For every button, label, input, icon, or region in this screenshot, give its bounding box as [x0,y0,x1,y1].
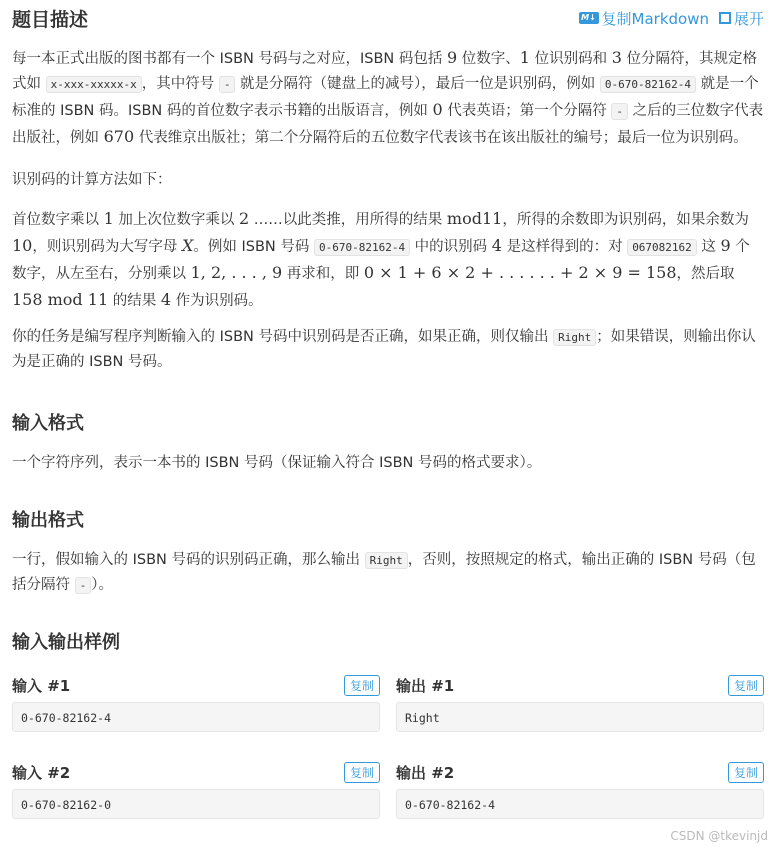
copy-input-1-button[interactable]: 复制 [344,675,380,696]
math: 1, 2, . . . , 9 [190,263,283,282]
inline-code: - [75,577,92,594]
inline-code: 0-670-82162-4 [314,239,410,256]
watermark: CSDN @tkevinjd [670,829,768,843]
sample-header [12,672,380,698]
expand-icon [719,12,731,24]
copy-markdown-button[interactable] [579,8,709,29]
math: 4 [491,236,502,255]
text: 中的识别码 [410,239,492,255]
page-title: 题目描述 [12,8,89,31]
math: 670 [103,127,135,146]
text: ……以此类推，用所得的结果 [249,212,447,228]
sample-output-2 [396,759,764,819]
text: 位数字、 [457,51,520,67]
sample-header [396,672,764,698]
sample-label: 输入 #2 [12,763,71,782]
math: X [181,236,194,255]
text: 每一本正式出版的图书都有一个 ISBN 号码与之对应，ISBN 码包括 [12,51,447,67]
text: 个数字，从左至右，分别乘以 [12,239,750,282]
math: 0 [432,100,443,119]
sample-input-box[interactable]: 0-670-82162-0 [12,789,380,819]
description-paragraph-1 [12,45,764,151]
math: 158 mod 11 [12,290,109,309]
text: ，否则，按照规定的格式，输出正确的 ISBN 号码（包括分隔符 [12,552,756,593]
text: 是这样得到的：对 [501,239,628,255]
output-format-text [12,548,764,598]
math: mod11 [446,209,503,228]
sample-output-box[interactable]: 0-670-82162-4 [396,789,764,819]
text: 就是分隔符（键盘上的减号），最后一位是识别码，例如 [235,76,600,92]
input-format-text: 一个字符序列，表示一本书的 ISBN 号码（保证输入符合 ISBN 号码的格式要求）。 [12,455,542,471]
header-actions [579,8,764,29]
text: ）。 [91,577,113,593]
description-paragraph-4 [12,325,764,375]
inline-code: - [219,76,236,93]
inline-code: 067082162 [627,239,697,256]
header-row [12,1,764,35]
math: 1 [519,48,530,67]
sample-header [12,759,380,785]
inline-code: Right [365,552,408,569]
inline-code: 0-670-82162-4 [600,76,696,93]
text: 代表维京出版社；第二个分隔符后的五位数字代表该书在该出版社的编号；最后一位为识别码。 [134,130,748,146]
sample-header [396,759,764,785]
sample-input-box[interactable]: 0-670-82162-4 [12,702,380,732]
text: 一行，假如输入的 ISBN 号码的识别码正确，那么输出 [12,552,365,568]
sample-label: 输入 #1 [12,676,71,695]
sample-input-2 [12,759,380,819]
text: 作为识别码。 [171,293,263,309]
inline-code: Right [553,329,596,346]
text: ，其中符号 [141,76,219,92]
text: 首位数字乘以 [12,212,104,228]
sample-output-box[interactable]: Right [396,702,764,732]
text: 你的任务是编写程序判断输入的 ISBN 号码中识别码是否正确，如果正确，则仅输出 [12,329,554,345]
copy-output-1-button[interactable]: 复制 [728,675,764,696]
inline-code: x-xxx-xxxxx-x [46,76,142,93]
text: 再求和，即 [282,266,364,282]
math: 10 [12,236,33,255]
math: 3 [611,48,622,67]
description-paragraph-3 [12,206,764,314]
text: ，所得的余数即为识别码，如果余数为 [502,212,749,228]
sample-output-1 [396,672,764,732]
samples-grid [12,759,764,819]
text: 就是一个标准的 ISBN 码。ISBN 码的首位数字表示书籍的出版语言，例如 [12,76,759,119]
description-paragraph-2: 识别码的计算方法如下： [12,172,172,188]
text: 的结果 [108,293,161,309]
problem-page [12,0,764,819]
samples-title: 输入输出样例 [12,632,120,653]
copy-input-2-button[interactable]: 复制 [344,762,380,783]
math: 4 [160,290,172,309]
text: 代表英语；第一个分隔符 [442,103,612,119]
math: 9 [446,48,458,67]
markdown-icon: M↓ [579,12,599,24]
text: 之后的三位数字代表出版社，例如 [12,103,764,146]
math: 2 [239,209,250,228]
copy-markdown-label: 复制Markdown [601,9,709,28]
expand-label: 展开 [733,9,764,28]
text: 。例如 ISBN 号码 [193,239,314,255]
text: ，则识别码为大写字母 [32,239,182,255]
math: 0 × 1 + 6 × 2 + . . . . . . + 2 × 9 = 158 [363,263,677,282]
math: 9 [720,236,731,255]
sample-input-1 [12,672,380,732]
sample-label: 输出 #1 [396,676,455,695]
text: 加上次位数字乘以 [113,212,240,228]
input-format-title: 输入格式 [12,413,84,434]
text: 位分隔符，其规定格式如 [12,51,757,92]
output-format-title: 输出格式 [12,510,84,531]
text: 位识别码和 [529,51,612,67]
text: ，然后取 [676,266,735,282]
samples-grid [12,672,764,732]
expand-button[interactable] [719,8,764,29]
sample-label: 输出 #2 [396,763,455,782]
math: 1 [103,209,114,228]
text: 这 [696,239,721,255]
copy-output-2-button[interactable]: 复制 [728,762,764,783]
text: ；如果错误，则输出你认为是正确的 ISBN 号码。 [12,329,756,370]
inline-code: - [611,103,628,120]
